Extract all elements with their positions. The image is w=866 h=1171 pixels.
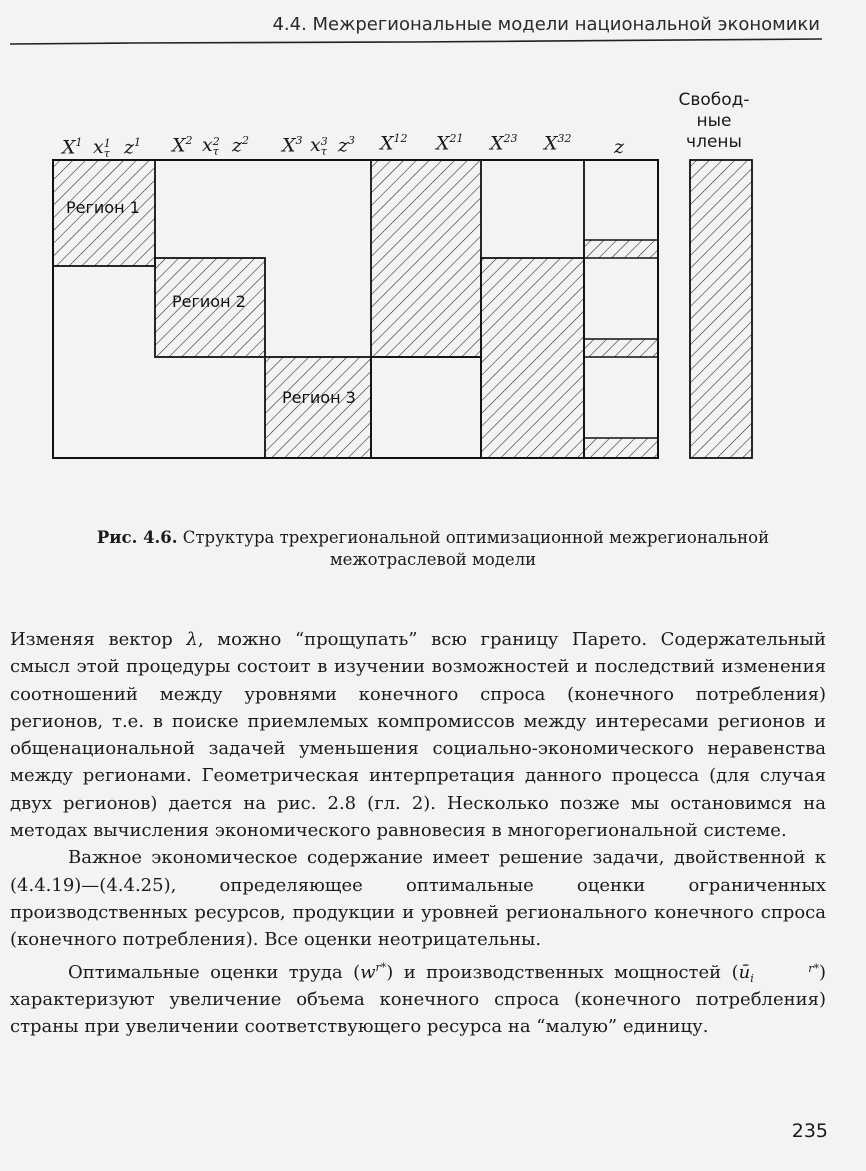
block-structure-diagram bbox=[0, 80, 866, 480]
w-symbol: $w^{r*}$ bbox=[360, 960, 387, 983]
body-text bbox=[10, 626, 826, 1040]
col-label-x23: $X^{23}$ bbox=[490, 132, 518, 155]
caption-number: Рис. 4.6. bbox=[96, 528, 178, 547]
paragraph-3 bbox=[10, 954, 826, 1041]
col-label-xtau1: x1 τ bbox=[93, 136, 111, 160]
region-3-block bbox=[265, 357, 371, 458]
flow-block-x12-x21 bbox=[371, 160, 481, 357]
header-rule bbox=[10, 36, 830, 48]
paragraph-2: Важное экономическое содержание имеет решение задачи, двойственной к (4.4.19)—(4.4.25), определяющее оптимальные оценки ограниченных производственных ресурсов, продукции и уровней регионального конечного спроса (конечного потребления). Все оценки неотрицательны. bbox=[10, 847, 826, 951]
caption-text-1: Структура трехрегиональной оптимизационной межрегиональной bbox=[182, 528, 770, 547]
col-label-xtau3: x3 τ bbox=[310, 134, 328, 158]
z-column bbox=[584, 160, 658, 458]
p3-start: Оптимальные оценки труда ( bbox=[68, 961, 361, 983]
page-header bbox=[0, 0, 866, 60]
col-label-x12: $X^{12}$ bbox=[380, 132, 408, 155]
col-label-x1: $X^1$ bbox=[62, 136, 83, 159]
caption-line-1 bbox=[40, 527, 826, 549]
free-terms-line-3: члены bbox=[686, 132, 742, 152]
caption-line-2: межотраслевой модели bbox=[329, 550, 537, 569]
region-2-label: Регион 2 bbox=[172, 292, 246, 311]
empty-block-lower bbox=[371, 357, 481, 458]
paragraph-1 bbox=[10, 626, 826, 844]
flow-block-x23-x32 bbox=[481, 258, 584, 458]
free-terms-column bbox=[690, 160, 752, 458]
region-3-label: Регион 3 bbox=[282, 388, 356, 407]
figure-4-6 bbox=[0, 80, 866, 480]
free-terms-line-2: ные bbox=[696, 111, 732, 131]
col-label-z: z bbox=[614, 136, 625, 158]
col-label-x32: $X^{32}$ bbox=[544, 132, 572, 155]
lambda-symbol: λ bbox=[186, 629, 198, 650]
col-label-z2: $z^2$ bbox=[232, 134, 250, 157]
p1-rest: , можно “прощупать” всю границу Парето. Содержательный смысл этой процедуры состоит в изучении возможностей и последствий изменения соотношений между уровнями конечного спроса (конечного потребления) регионов, т.е. в поиске приемлемых компромиссов между интересами регионов и общенациональной задачей уменьшения социально-экономического неравенства между регионами. Геометрическая интерпретация данного процесса (для случая двух регионов) дается на рис. 2.8 (гл. 2). Несколько позже мы остановимся на методах вычисления экономического равновесия в многорегиональной системе. bbox=[10, 629, 826, 842]
col-label-x2: $X^2$ bbox=[172, 134, 193, 157]
col-label-x21: $X^{21}$ bbox=[436, 132, 464, 155]
col-label-xtau2: x2 τ bbox=[202, 134, 220, 158]
col-label-x3: $X^3$ bbox=[282, 134, 303, 157]
p3-rest: ) характеризуют увеличение объема конечного спроса (конечного потребления) страны при увеличении соответствующего ресурса на “малую” единицу. bbox=[10, 961, 826, 1038]
z-column-strip-2 bbox=[584, 339, 658, 357]
p1-start: Изменяя вектор bbox=[10, 629, 173, 650]
figure-caption bbox=[40, 527, 826, 571]
col-label-z1: $z^1$ bbox=[124, 136, 142, 159]
col-label-z3: $z^3$ bbox=[338, 134, 356, 157]
region-1-label: Регион 1 bbox=[66, 198, 140, 217]
free-terms-line-1: Свобод- bbox=[678, 90, 750, 110]
page-number: 235 bbox=[791, 1120, 828, 1142]
u-symbol: ū r* i bbox=[738, 961, 819, 985]
running-title: 4.4. Межрегиональные модели национальной экономики bbox=[272, 14, 820, 35]
z-column-strip-1 bbox=[584, 240, 658, 258]
z-column-strip-3 bbox=[584, 438, 658, 458]
p3-mid: ) и производственных мощностей ( bbox=[386, 961, 739, 983]
